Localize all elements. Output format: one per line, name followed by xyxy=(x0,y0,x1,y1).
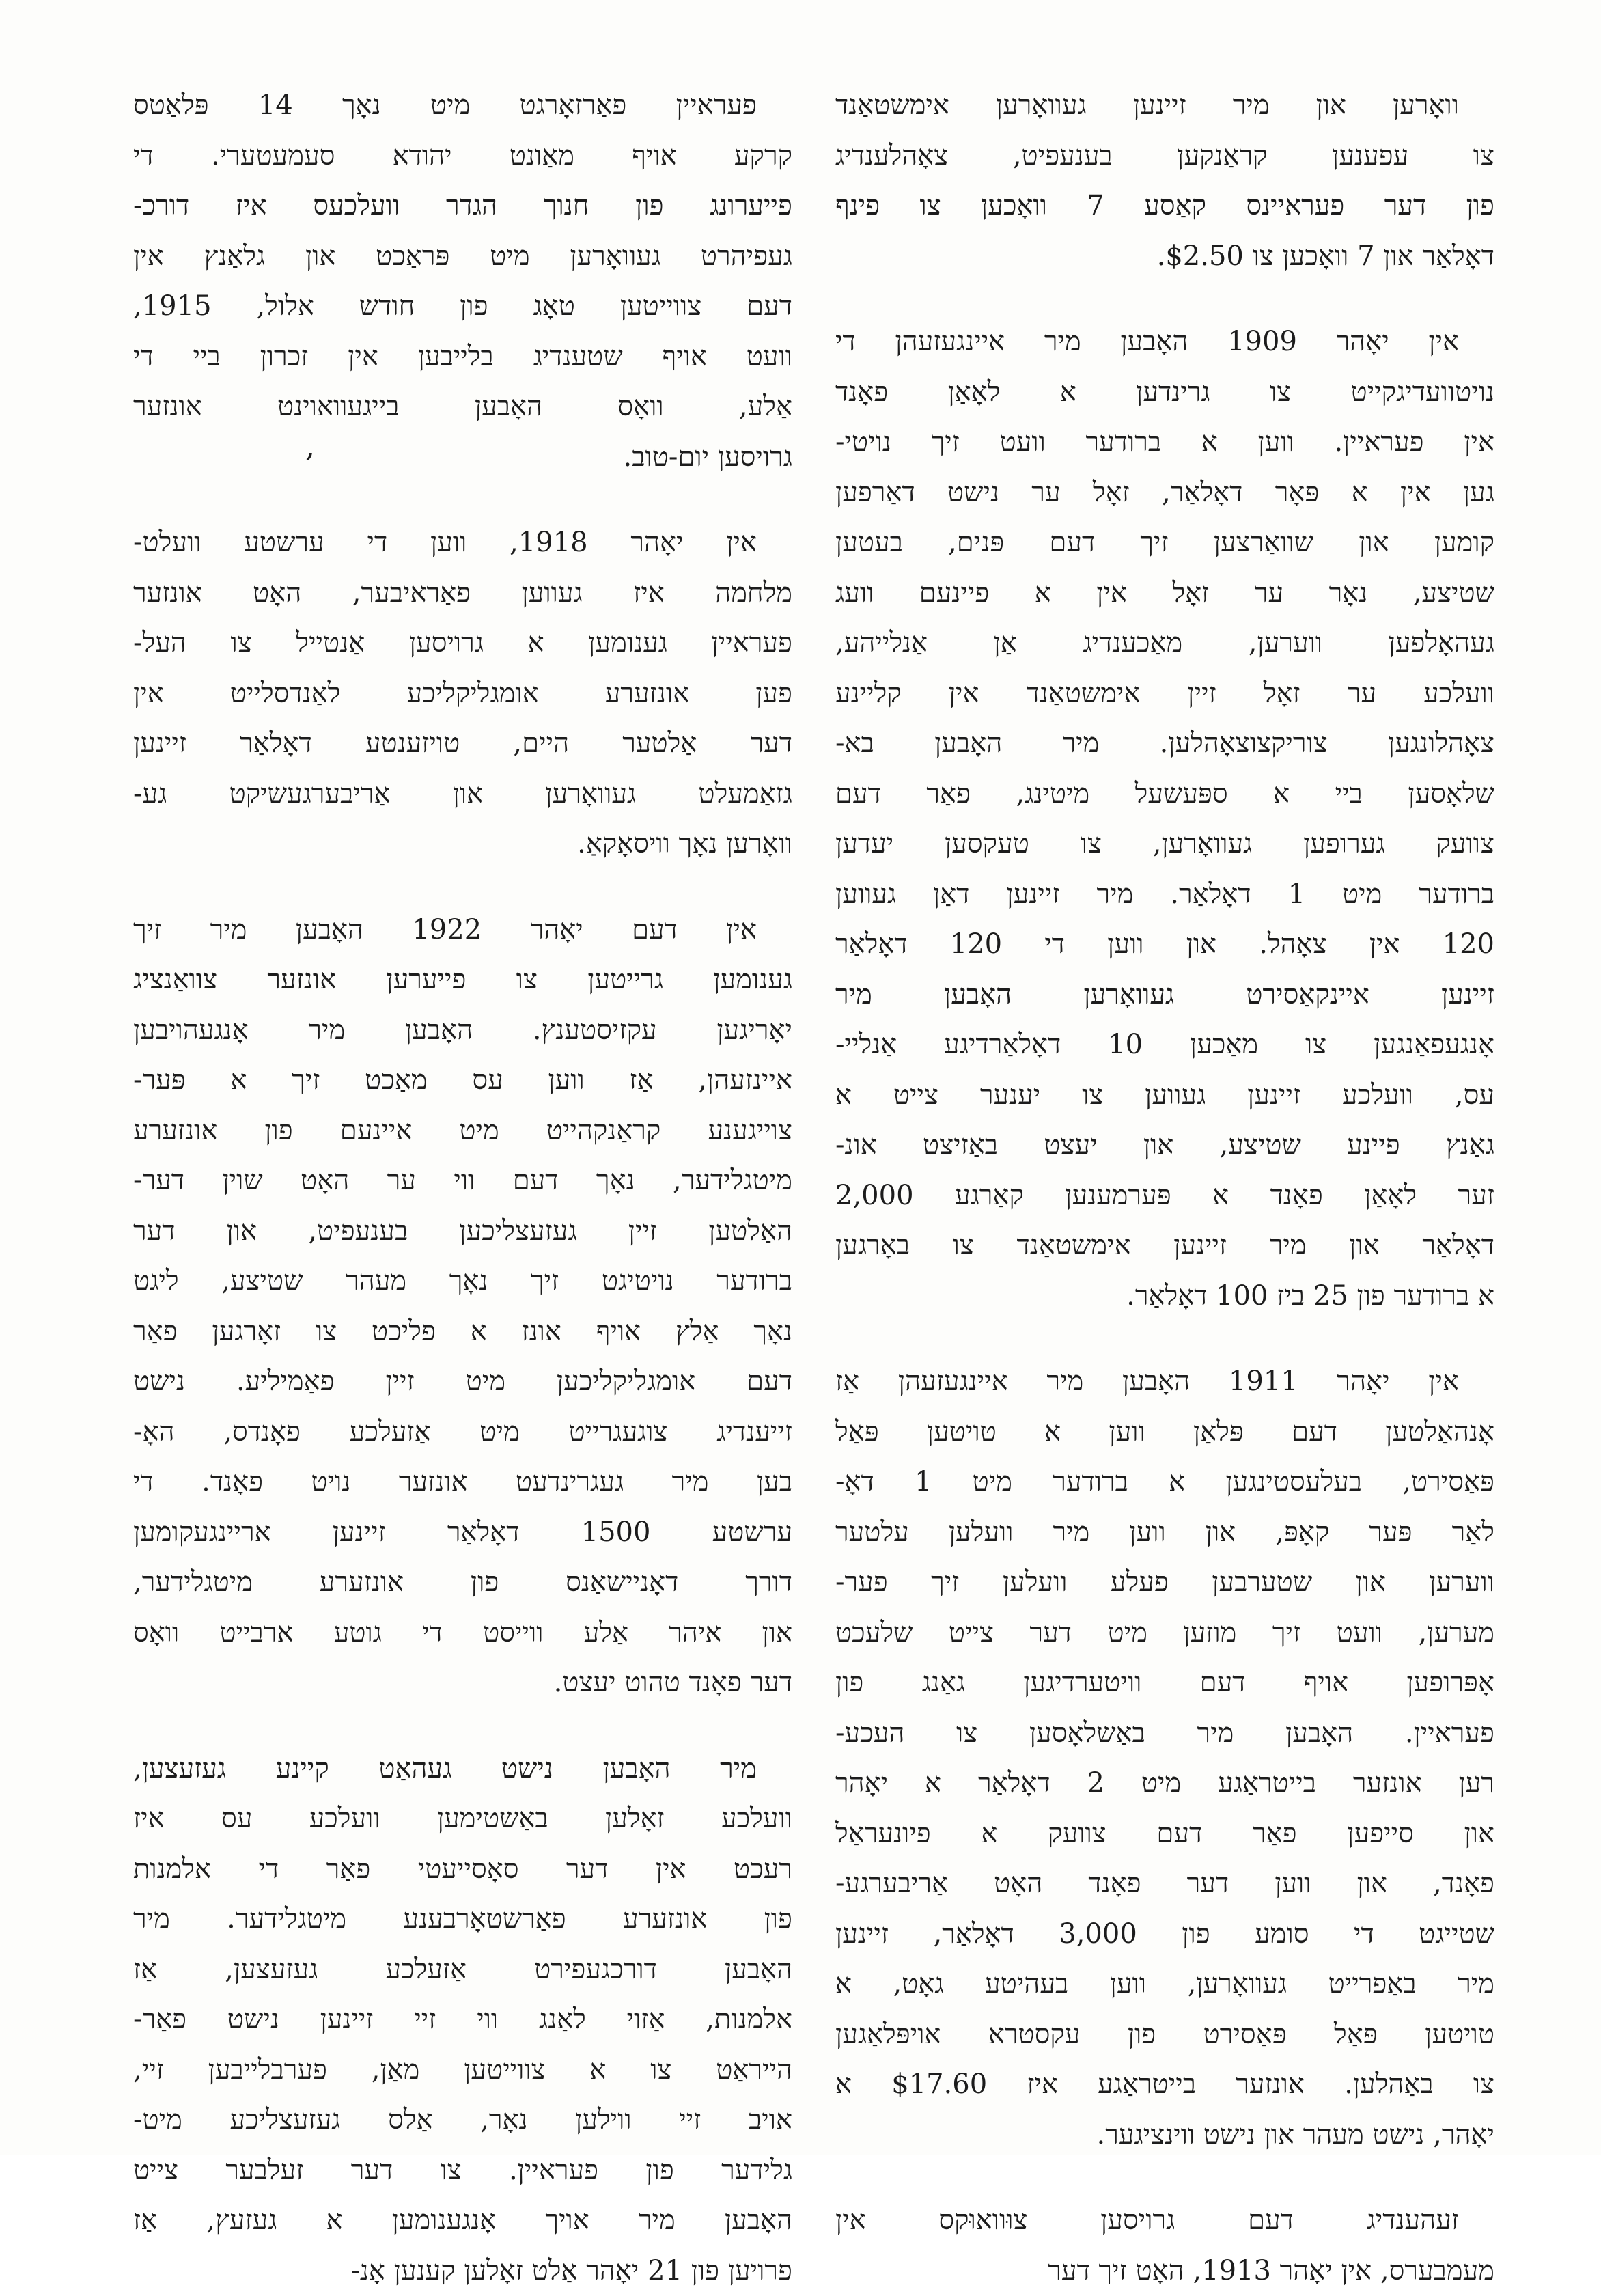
stray-mark: , xyxy=(305,429,315,464)
left-column-paragraph xyxy=(133,81,792,482)
text-line: צאָהלונגען צוריקצוצאָהלען. מיר האָבען בא- xyxy=(835,719,1494,769)
text-line: 120 אין צאָהל. און ווען די 120 דאָלאַר xyxy=(835,919,1494,970)
right-column-paragraph xyxy=(835,1357,1494,2160)
text-line: יאָריגען עקזיסטענץ. האָבען מיר אָנגעהויבען xyxy=(133,1006,792,1056)
text-line: צו עפענען קראַנקען בענעפיט, צאָהלענדיג xyxy=(835,131,1494,182)
text-line: ברודער מיט 1 דאָלאַר. מיר זיינען דאַן געווען xyxy=(835,870,1494,920)
text-line: זיינען איינקאַסירט געוואָרען האָבען מיר xyxy=(835,970,1494,1021)
text-line: בען מיר געגרינדעט אונזער נויט פאָנד. די xyxy=(133,1457,792,1508)
text-line: א ברודער פון 25 ביז 100 דאָלאַר. xyxy=(835,1271,1494,1322)
text-line: דאָלאַר און 7 וואָכען צו $2.50. xyxy=(835,232,1494,282)
text-line: מיר האָבען נישט געהאַט קיינע געזעצען, xyxy=(133,1744,792,1795)
left-column-paragraph xyxy=(133,905,792,1709)
left-text-column xyxy=(133,81,792,2123)
text-line: פעראיין פאַרזאָרגט מיט נאָך 14 פּלאַטס xyxy=(133,81,792,131)
text-line: שלאָסען ביי א ספּעשעל מיטינג, פאַר דעם xyxy=(835,769,1494,820)
left-column-paragraph xyxy=(133,518,792,870)
text-line: גאַנץ פיינע שטיצע, און יעצט באַזיצט אונ- xyxy=(835,1120,1494,1171)
text-line: ערשטע 1500 דאָלאַר זיינען אריינגעקומען xyxy=(133,1508,792,1558)
text-line: פעראיין. האָבען מיר באַשלאָסען צו העכע- xyxy=(835,1709,1494,1759)
text-line: אָנגעפאַנגען צו מאַכען 10 דאָלאַרדיגע אַנליי- xyxy=(835,1020,1494,1070)
text-line: גזאַמעלט געוואָרען און אַריבערגעשיקט גע- xyxy=(133,769,792,820)
text-line: אין דעם יאָהר 1922 האָבען מיר זיך xyxy=(133,905,792,956)
text-line: פען אונזערע אומגליקליכע לאַנדסלייט אין xyxy=(133,669,792,719)
text-line: אין יאָהר 1918, ווען די ערשטע וועלט- xyxy=(133,518,792,568)
text-line: אין יאָהר 1911 האָבען מיר איינגעזעהן אַז xyxy=(835,1357,1494,1407)
left-column-paragraph xyxy=(133,1744,792,2296)
text-line: פייערונג פון חנוך הגדר וועלכעס איז דורכ- xyxy=(133,181,792,232)
text-line: טויטען פּאַל פּאַסירט פון עקסטרא אויפּלאַגען xyxy=(835,2010,1494,2060)
text-line: צו באַהלען. אונזער בייטראַגע איז $17.60 א xyxy=(835,2060,1494,2110)
text-line: הייראַט צו א צווייטען מאַן, פערבלייבען זיי, xyxy=(133,2045,792,2096)
text-line: ברודער נויטיגט זיך נאָך מעהר שטיצע, ליגט xyxy=(133,1256,792,1307)
text-line: וואָרען נאָך וויסאָקאַ. xyxy=(133,819,792,870)
text-line: לאַר פּער קאָפּ, און ווען מיר וועלען עלטער xyxy=(835,1508,1494,1558)
text-line: אויב זיי ווילען נאָר, אַלס געזעצליכע מיט- xyxy=(133,2095,792,2146)
text-line: האָבען דורכגעפירט אַזעלכע געזעצען, אַז xyxy=(133,1945,792,1995)
text-line: וועלכע ער זאָל זיין אימשטאַנד אין קליינע xyxy=(835,669,1494,719)
text-line: מיר באַפרייט געוואָרען, ווען בעהיטע גאָט, א xyxy=(835,1959,1494,2010)
text-line: יאָהר, נישט מעהר און נישט ווינציגער. xyxy=(835,2110,1494,2161)
text-line: פון אונזערע פאַרשטאָרבענע מיטגלידער. מיר xyxy=(133,1894,792,1945)
text-line: עס, וועלכע זיינען געווען צו יענער צייט א xyxy=(835,1070,1494,1121)
text-line: פון דער פעראיינס קאַסע 7 וואָכען צו פינף xyxy=(835,181,1494,232)
text-line: מלחמה איז געווען פאַראיבער, האָט אונזער xyxy=(133,568,792,619)
text-line: זער לאָאַן פאָנד א פּערמענען קאַרגע 2,000 xyxy=(835,1171,1494,1221)
text-line: איינזעהן, אַז ווען עס מאַכט זיך א פּער- xyxy=(133,1055,792,1106)
text-line: וואָרען און מיר זיינען געוואָרען אימשטאַנד xyxy=(835,81,1494,131)
text-line: גענומען גרייטען צו פייערען אונזער צוואַנציג xyxy=(133,955,792,1006)
text-line: אַלע, וואָס האָבען בייגעוואוינט אונזער xyxy=(133,382,792,432)
text-line: אָפּרופען אויף דעם וויטערדיגען גאַנג פון xyxy=(835,1658,1494,1709)
text-line: שטייגט די סומע פון 3,000 דאָלאַר, זיינען xyxy=(835,1909,1494,1960)
right-column-paragraph xyxy=(835,2196,1494,2296)
text-line: אָנהאַלטען דעם פּלאַן ווען א טויטען פּאַל xyxy=(835,1407,1494,1458)
right-text-column xyxy=(835,81,1494,2123)
text-line: אין יאָהר 1909 האָבען מיר איינגעזעהן די xyxy=(835,317,1494,368)
text-line: געפיהרט געוואָרען מיט פּראַכט און גלאַנץ אין xyxy=(133,232,792,282)
text-line: דעם אומגליקליכען מיט זיין פאַמיליע. נישט xyxy=(133,1357,792,1407)
right-column-paragraph xyxy=(835,81,1494,281)
text-line: זייענדיג צוגעגרייט מיט אַזעלכע פאָנדס, האָ- xyxy=(133,1407,792,1458)
text-line: קרקע אויף מאַונט יהודא סעמעטערי. די xyxy=(133,131,792,182)
text-line: פאָנד, און ווען דער פאָנד האָט אַריבערגע- xyxy=(835,1859,1494,1909)
text-line: וועלכע זאָלען באַשטימען וועלכע עס איז xyxy=(133,1794,792,1844)
text-line: נויטוועדיגקייט צו גרינדען א לאָאַן פאָנד xyxy=(835,368,1494,418)
text-line: שטיצע, נאָר ער זאָל אין א פיינעם וועג xyxy=(835,568,1494,619)
text-line: צוייגענע קראַנקהייט מיט איינעם פון אונזערע xyxy=(133,1106,792,1157)
text-line: האַלטען זיין געזעצליכען בענעפיט, און דער xyxy=(133,1206,792,1257)
text-line: פּאַסירט, בעלעסטינגען א ברודער מיט 1 דאָ- xyxy=(835,1457,1494,1508)
text-line: דעם צווייטען טאָג פון חודש אלול, 1915, xyxy=(133,281,792,332)
text-line: רעכט אין דער סאָסייעטי פאַר די אלמנות xyxy=(133,1844,792,1895)
text-line: גרויסען יום-טוב. xyxy=(133,432,792,483)
text-line: געהאָלפען ווערען, מאַכענדיג אַן אַנלייהע, xyxy=(835,618,1494,669)
text-line: פרויען פון 21 יאָהר אַלט זאָלען קענען אָנ- xyxy=(133,2246,792,2296)
text-line: און איהר אַלע ווייסט די גוטע ארבייט וואָס xyxy=(133,1608,792,1659)
text-line: אלמנות, אַזוי לאַנג ווי זיי זיינען נישט פאַר- xyxy=(133,1995,792,2045)
text-line: דער פאָנד טהוט יעצט. xyxy=(133,1658,792,1709)
text-line: גען אין א פּאָר דאָלאַר, זאָל ער נישט דאַרפען xyxy=(835,468,1494,518)
right-column-paragraph xyxy=(835,317,1494,1321)
text-line: ווערען און שטערבען פעלע וועלען זיך פער- xyxy=(835,1558,1494,1608)
text-line: רען אונזער בייטראַגע מיט 2 דאָלאַר א יאָהר xyxy=(835,1758,1494,1809)
text-line: און סייפען פאַר דעם צוועק א פיונעראַל xyxy=(835,1809,1494,1859)
text-line: קומען און שוואַרצען זיך דעם פּנים, בעטען xyxy=(835,518,1494,568)
text-line: דאָלאַר און מיר זיינען אימשטאַנד צו באָרגען xyxy=(835,1221,1494,1271)
text-line: צוועק גערופען געוואָרען, צו טעקסען יעדען xyxy=(835,819,1494,870)
text-line: וועט אויף שטענדיג בלייבען אין זכרון ביי די xyxy=(133,332,792,383)
text-line: מעמבערס, אין יאָהר 1913, האָט זיך דער xyxy=(835,2246,1494,2296)
text-line: מיטגלידער, נאָך דעם ווי ער האָט שוין דער- xyxy=(133,1156,792,1206)
text-line: גלידער פון פעראיין. צו דער זעלבער צייט xyxy=(133,2146,792,2196)
text-line: נאָך אַלץ אויף אונז א פליכט צו זאָרגען פאַר xyxy=(133,1307,792,1357)
text-line: האָבען מיר אויך אָנגענומען א געזעץ, אַז xyxy=(133,2196,792,2246)
text-line: פעראיין גענומען א גרויסען אַנטייל צו העל- xyxy=(133,618,792,669)
text-line: דורך דאָניישאַנס פון אונזערע מיטגלידער, xyxy=(133,1558,792,1608)
text-line: מערען, וועט זיך מוזען מיט דער צייט שלעכט xyxy=(835,1608,1494,1659)
text-line: זעהענדיג דעם גרויסען צוּוואוּקס אין xyxy=(835,2196,1494,2246)
text-line: דער אַלטער היים, טויזענטע דאָלאַר זיינען xyxy=(133,719,792,769)
text-line: אין פעראיין. ווען א ברודער וועט זיך נויטי- xyxy=(835,417,1494,468)
